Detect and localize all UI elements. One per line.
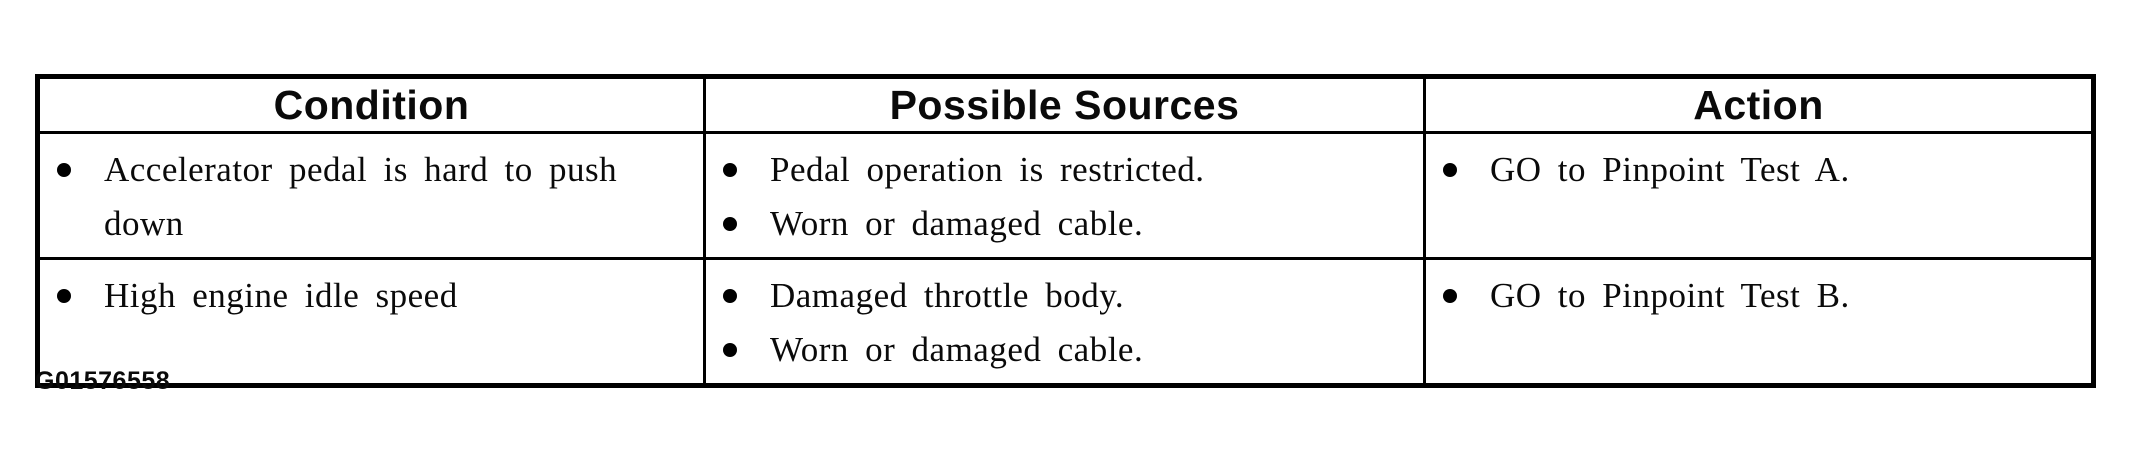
condition-cell bbox=[38, 133, 705, 259]
list-item bbox=[40, 143, 703, 251]
diagnosis-table bbox=[35, 74, 2096, 388]
table-row bbox=[38, 133, 2094, 259]
table-row bbox=[38, 259, 2094, 386]
bullet-icon bbox=[706, 197, 770, 231]
condition-text: Accelerator pedal is hard to push down bbox=[104, 150, 618, 243]
condition-text: High engine idle speed bbox=[104, 276, 458, 315]
list-item bbox=[706, 323, 1423, 377]
bullet-icon bbox=[706, 269, 770, 303]
list-item bbox=[706, 143, 1423, 197]
source-text: Pedal operation is restricted. bbox=[770, 150, 1205, 189]
table-header-row bbox=[38, 77, 2094, 133]
column-header-possible-sources: Possible Sources bbox=[705, 77, 1425, 133]
list-item bbox=[40, 269, 703, 323]
possible-sources-cell bbox=[705, 133, 1425, 259]
list-item bbox=[706, 269, 1423, 323]
column-header-condition: Condition bbox=[38, 77, 705, 133]
bullet-icon bbox=[40, 143, 104, 177]
figure-id: G01576558 bbox=[35, 367, 171, 395]
bullet-icon bbox=[1426, 269, 1490, 303]
action-cell bbox=[1425, 259, 2094, 386]
source-text: Worn or damaged cable. bbox=[770, 330, 1144, 369]
action-text: GO to Pinpoint Test A. bbox=[1490, 150, 1850, 189]
bullet-icon bbox=[1426, 143, 1490, 177]
action-cell bbox=[1425, 133, 2094, 259]
action-text: GO to Pinpoint Test B. bbox=[1490, 276, 1850, 315]
source-text: Damaged throttle body. bbox=[770, 276, 1125, 315]
source-text: Worn or damaged cable. bbox=[770, 204, 1144, 243]
bullet-icon bbox=[40, 269, 104, 303]
list-item bbox=[1426, 269, 2091, 323]
bullet-icon bbox=[706, 323, 770, 357]
list-item bbox=[706, 197, 1423, 251]
column-header-action: Action bbox=[1425, 77, 2094, 133]
bullet-icon bbox=[706, 143, 770, 177]
list-item bbox=[1426, 143, 2091, 197]
possible-sources-cell bbox=[705, 259, 1425, 386]
